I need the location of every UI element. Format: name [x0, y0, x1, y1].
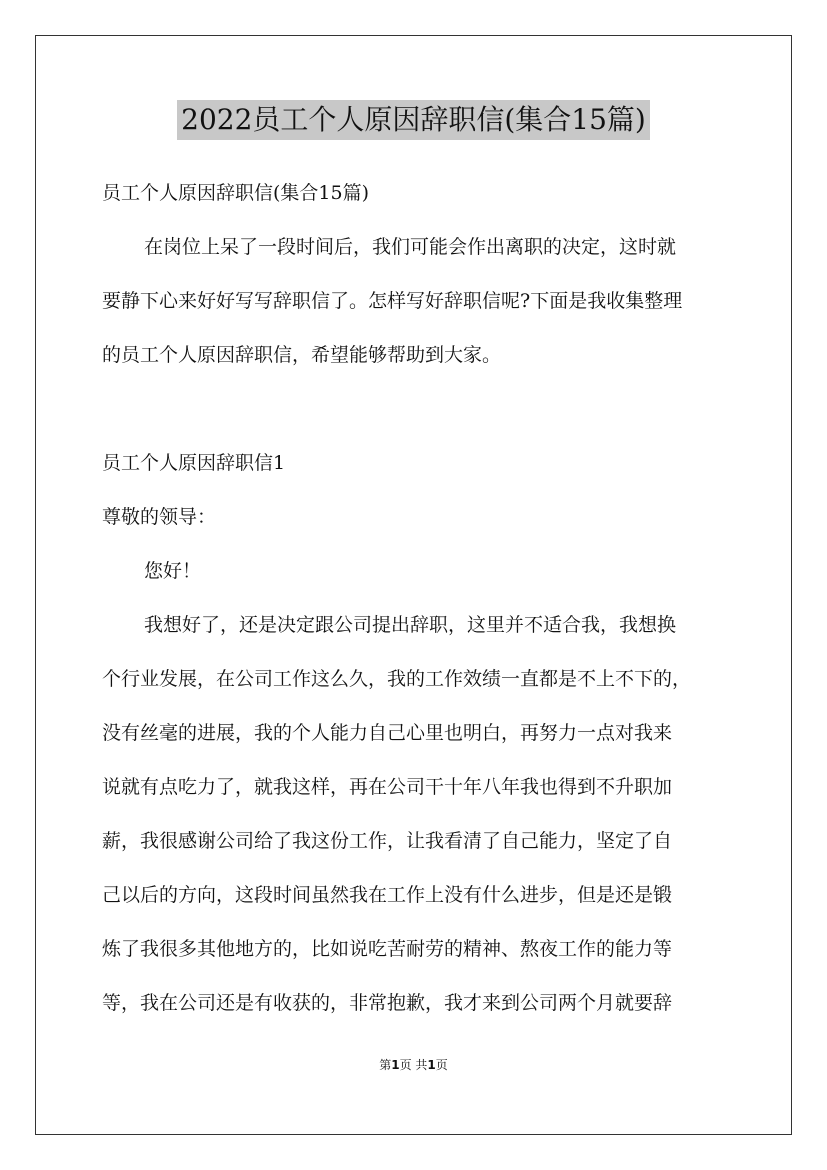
intro-line-2: 要静下心来好好写写辞职信了。怎样写好辞职信呢?下面是我收集整理 [102, 290, 683, 312]
intro-line-3: 的员工个人原因辞职信，希望能够帮助到大家。 [102, 344, 502, 366]
body-line-1: 我想好了，还是决定跟公司提出辞职，这里并不适合我，我想换 [144, 614, 677, 636]
intro-line-1: 在岗位上呆了一段时间后，我们可能会作出离职的决定，这时就 [144, 236, 677, 258]
salutation: 尊敬的领导： [102, 506, 217, 528]
body-line-4: 说就有点吃力了，就我这样，再在公司干十年八年我也得到不升职加 [102, 776, 673, 798]
footer-suffix: 页 [435, 1058, 448, 1072]
section-heading: 员工个人原因辞职信1 [102, 452, 286, 474]
greeting: 您好！ [144, 560, 202, 582]
body-line-5: 薪，我很感谢公司给了我这份工作，让我看清了自己能力，坚定了自 [102, 830, 673, 852]
document-title [0, 100, 827, 144]
document-body [102, 172, 742, 1036]
footer-prefix: 第 [379, 1058, 392, 1072]
body-line-7: 炼了我很多其他地方的，比如说吃苦耐劳的精神、熬夜工作的能力等 [102, 938, 673, 960]
body-line-2: 个行业发展，在公司工作这么久，我的工作效绩一直都是不上不下的， [102, 668, 692, 690]
paragraph-gap [102, 388, 742, 442]
footer-total-pages: 1 [427, 1058, 436, 1072]
body-line-8: 等，我在公司还是有收获的，非常抱歉，我才来到公司两个月就要辞 [102, 992, 673, 1014]
body-line-6: 己以后的方向，这段时间虽然我在工作上没有什么进步，但是还是锻 [102, 884, 673, 906]
footer-page-number: 1 [391, 1058, 400, 1072]
body-line-3: 没有丝毫的进展，我的个人能力自己心里也明白，再努力一点对我来 [102, 722, 673, 744]
document-title-text: 2022员工个人原因辞职信(集合15篇) [177, 100, 650, 140]
page-footer [0, 1056, 827, 1073]
subtitle: 员工个人原因辞职信(集合15篇) [102, 182, 370, 204]
footer-mid: 页 共 [399, 1058, 428, 1072]
